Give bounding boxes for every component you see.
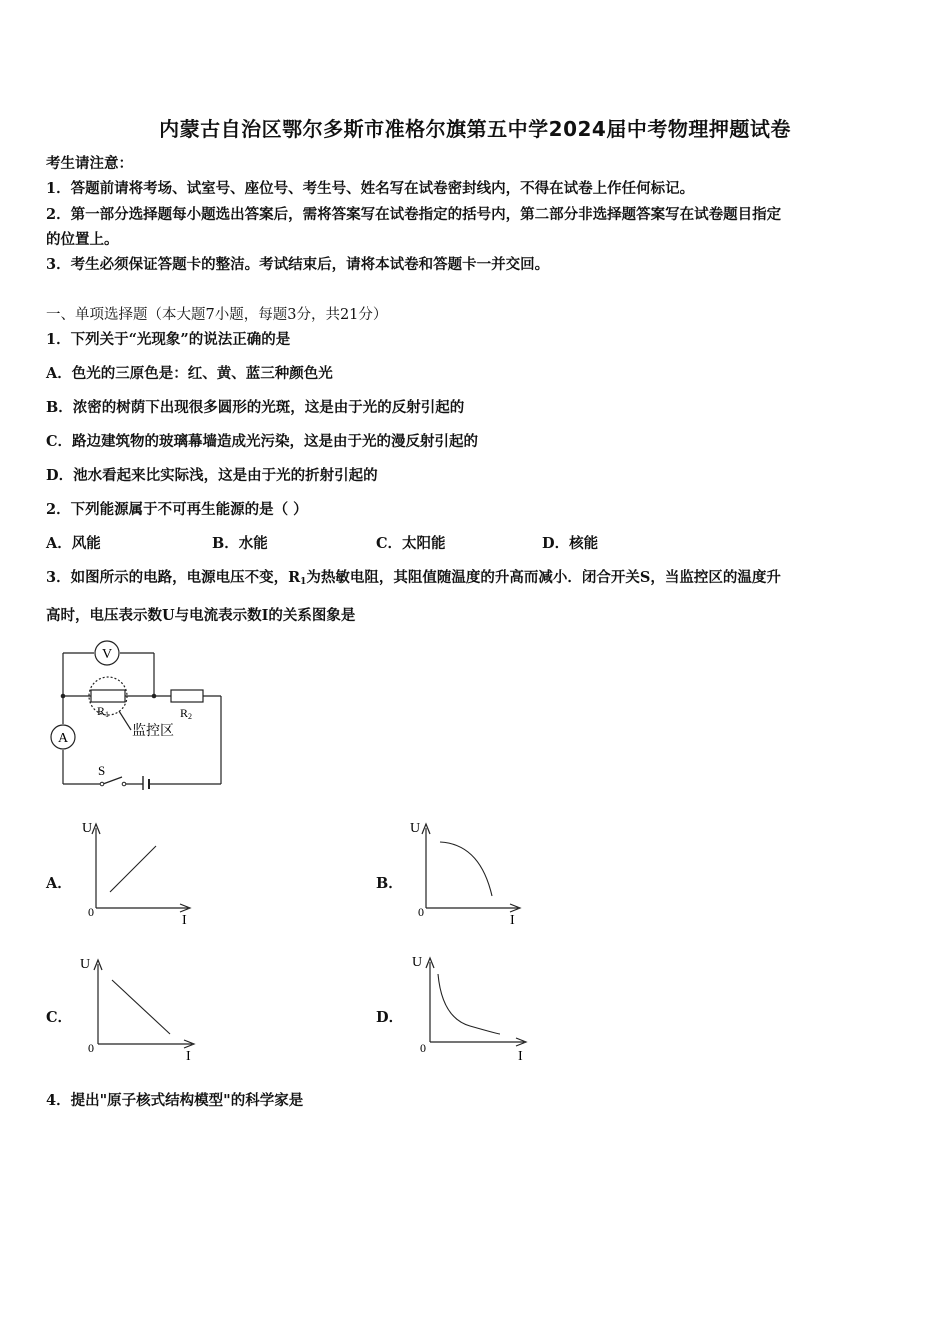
notice-item-2-cont: 的位置上。 [46,231,119,248]
axis-i: I [518,1049,523,1064]
q3-option-a-label: A． [46,875,72,892]
voltmeter-label: V [101,647,113,662]
graph-d [408,950,533,1066]
q3-stem-cont: 高时，电压表示数U与电流表示数I的关系图象是 [46,607,356,624]
ammeter-label: A [57,731,69,746]
axis-i: I [186,1049,191,1064]
graph-b [408,818,528,930]
axis-u: U [82,821,93,836]
switch-label: S [98,763,106,778]
graph-a [78,818,198,930]
q2-option-c: C．太阳能 [376,535,446,552]
notice-heading: 考生请注意： [46,155,133,172]
origin: 0 [88,1041,94,1055]
page-title: 内蒙古自治区鄂尔多斯市准格尔旗第五中学2024届中考物理押题试卷 [159,117,791,141]
q1-option-c: C．路边建筑物的玻璃幕墙造成光污染，这是由于光的漫反射引起的 [46,433,479,450]
q1-option-d: D．池水看起来比实际浅，这是由于光的折射引起的 [46,467,378,484]
q2-option-b: B．水能 [212,535,268,552]
origin: 0 [88,905,94,919]
r1-label: R1 [97,704,110,719]
axis-u: U [410,821,421,836]
monitor-zone-label: 监控区 [132,724,174,739]
q3-option-c-label: C． [46,1009,73,1026]
section-heading: 一、单项选择题（本大题7小题，每题3分，共21分） [46,307,388,323]
origin: 0 [420,1041,426,1055]
axis-i: I [510,913,515,928]
circuit-diagram [45,638,235,790]
q3-option-d-label: D． [376,1009,404,1026]
notice-item-1: 1．答题前请将考场、试室号、座位号、考生号、姓名写在试卷密封线内，不得在试卷上作任何标记。 [46,180,695,197]
q3-stem: 3．如图所示的电路，电源电压不变，$R_1$为热敏电阻，其阻值随温度的升高而减小．闭合开关S，当监控区的温度升 [46,569,781,587]
axis-u: U [412,955,423,970]
q2-option-d: D．核能 [542,535,599,552]
origin: 0 [418,905,424,919]
q2-option-a: A．风能 [46,535,101,552]
q2-stem: 2．下列能源属于不可再生能源的是（ ） [46,501,308,518]
q1-option-a: A．色光的三原色是：红、黄、蓝三种颜色光 [46,365,333,382]
graph-c [78,952,203,1064]
notice-item-3: 3．考生必须保证答题卡的整洁。考试结束后，请将本试卷和答题卡一并交回。 [46,256,550,273]
r2-label: R2 [180,706,193,721]
notice-item-2: 2．第一部分选择题每小题选出答案后，需将答案写在试卷指定的括号内，第二部分非选择题答案写在试卷题目指定 [46,206,782,223]
q4-stem: 4．提出"原子核式结构模型"的科学家是 [46,1092,304,1109]
axis-i: I [182,913,187,928]
q3-option-b-label: B． [376,875,403,892]
axis-u: U [80,957,91,972]
q1-stem: 1．下列关于“光现象”的说法正确的是 [46,331,291,348]
q1-option-b: B．浓密的树荫下出现很多圆形的光斑，这是由于光的反射引起的 [46,399,465,416]
